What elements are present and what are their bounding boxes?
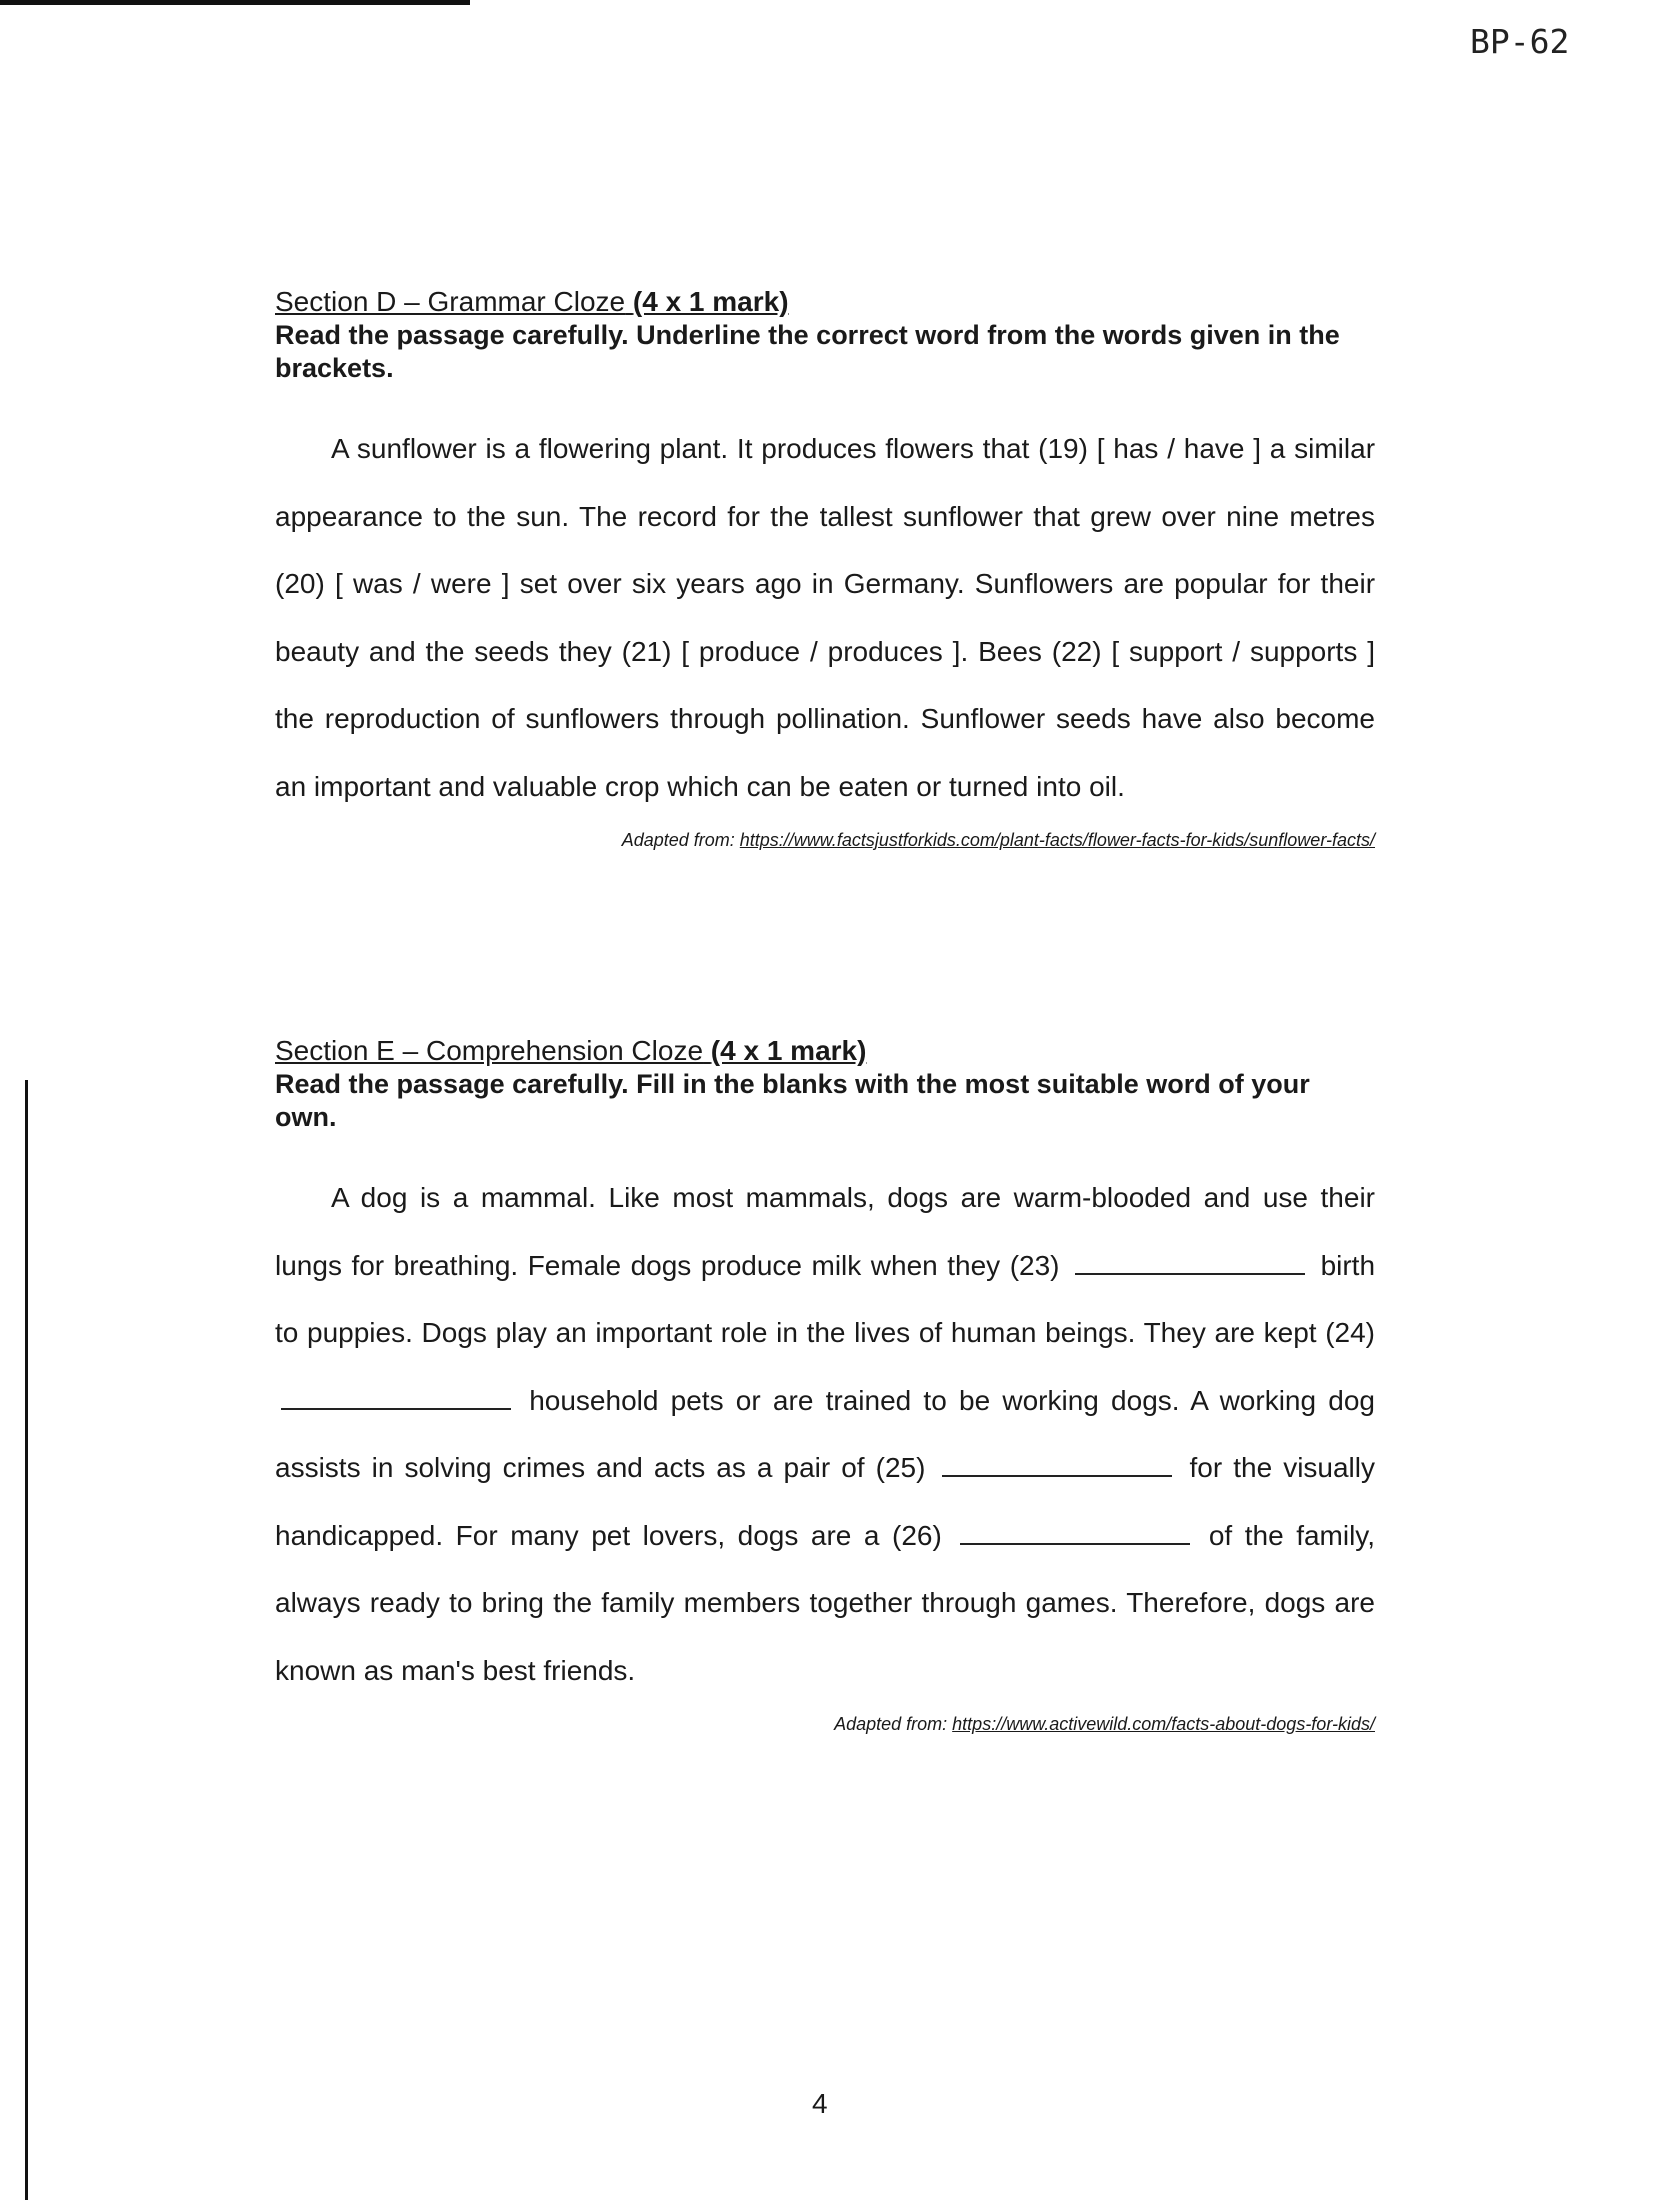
- section-d-marks: (4 x 1 mark): [632, 286, 789, 317]
- word-choice-19[interactable]: [ has / have ]: [1096, 433, 1262, 464]
- passage-text: A dog is a mammal. Like most mammals, dogs are warm-blooded and use their lungs for breathing. Female dogs produce milk when they (23): [275, 1182, 1375, 1281]
- section-d-passage: [275, 415, 1375, 820]
- source-link[interactable]: https://www.factsjustforkids.com/plant-facts/flower-facts-for-kids/sunflower-facts/: [739, 830, 1375, 850]
- section-e-marks: (4 x 1 mark): [710, 1035, 867, 1066]
- source-label: Adapted from:: [621, 830, 735, 850]
- passage-text: set over six years ago in Germany. Sunflowers are popular for their beauty and the seeds they (21): [275, 568, 1376, 667]
- passage-text: a similar appearance to the sun. The record for the tallest sunflower that grew over nine metres (20): [275, 433, 1376, 599]
- section-e-title: [275, 1034, 1375, 1068]
- section-e-passage: [275, 1164, 1375, 1704]
- passage-text: for the visually handicapped. For many pet lovers, dogs are a (26): [275, 1452, 1376, 1551]
- source-link[interactable]: https://www.activewild.com/facts-about-dogs-for-kids/: [952, 1714, 1375, 1734]
- left-edge-rule: [25, 1080, 28, 2200]
- section-e: [275, 1034, 1375, 1735]
- section-e-title-text: Section E – Comprehension Cloze: [275, 1035, 704, 1066]
- passage-text: the reproduction of sunflowers through pollination. Sunflower seeds have also become an important and valuable crop which can be eaten or turned into oil.: [275, 703, 1375, 802]
- passage-text: A sunflower is a flowering plant. It produces flowers that (19): [331, 433, 1088, 464]
- section-d-title: [275, 285, 1375, 319]
- section-d: [275, 285, 1375, 851]
- passage-text: birth to puppies. Dogs play an important role in the lives of human beings. They are kept (24): [275, 1249, 1376, 1348]
- section-e-source: [275, 1714, 1375, 1735]
- source-label: Adapted from:: [834, 1714, 948, 1734]
- passage-text: of the family, always ready to bring the family members together through games. Therefore, dogs are known as man's best friends.: [275, 1519, 1376, 1686]
- word-choice-21[interactable]: [ produce / produces ].: [681, 635, 969, 667]
- passage-text: household pets or are trained to be working dogs. A working dog assists in solving crimes and acts as a pair of (25): [275, 1384, 1375, 1483]
- section-d-instruction: Read the passage carefully. Underline the correct word from the words given in the brackets.: [275, 320, 1340, 383]
- answer-blank-23[interactable]: [1075, 1251, 1305, 1275]
- answer-blank-26[interactable]: [960, 1521, 1190, 1545]
- answer-blank-25[interactable]: [942, 1453, 1172, 1477]
- section-d-source: [275, 830, 1375, 851]
- page-code: BP-62: [1470, 22, 1570, 61]
- section-d-title-text: Section D – Grammar Cloze: [275, 286, 626, 317]
- passage-text: Bees (22): [978, 635, 1102, 667]
- word-choice-22[interactable]: [ support / supports ]: [1111, 635, 1375, 667]
- section-e-instruction: Read the passage carefully. Fill in the blanks with the most suitable word of your own.: [275, 1069, 1310, 1132]
- answer-blank-24[interactable]: [281, 1386, 511, 1410]
- word-choice-20[interactable]: [ was / were ]: [334, 568, 510, 599]
- top-edge-rule: [0, 0, 470, 5]
- page-number: 4: [812, 2088, 828, 2119]
